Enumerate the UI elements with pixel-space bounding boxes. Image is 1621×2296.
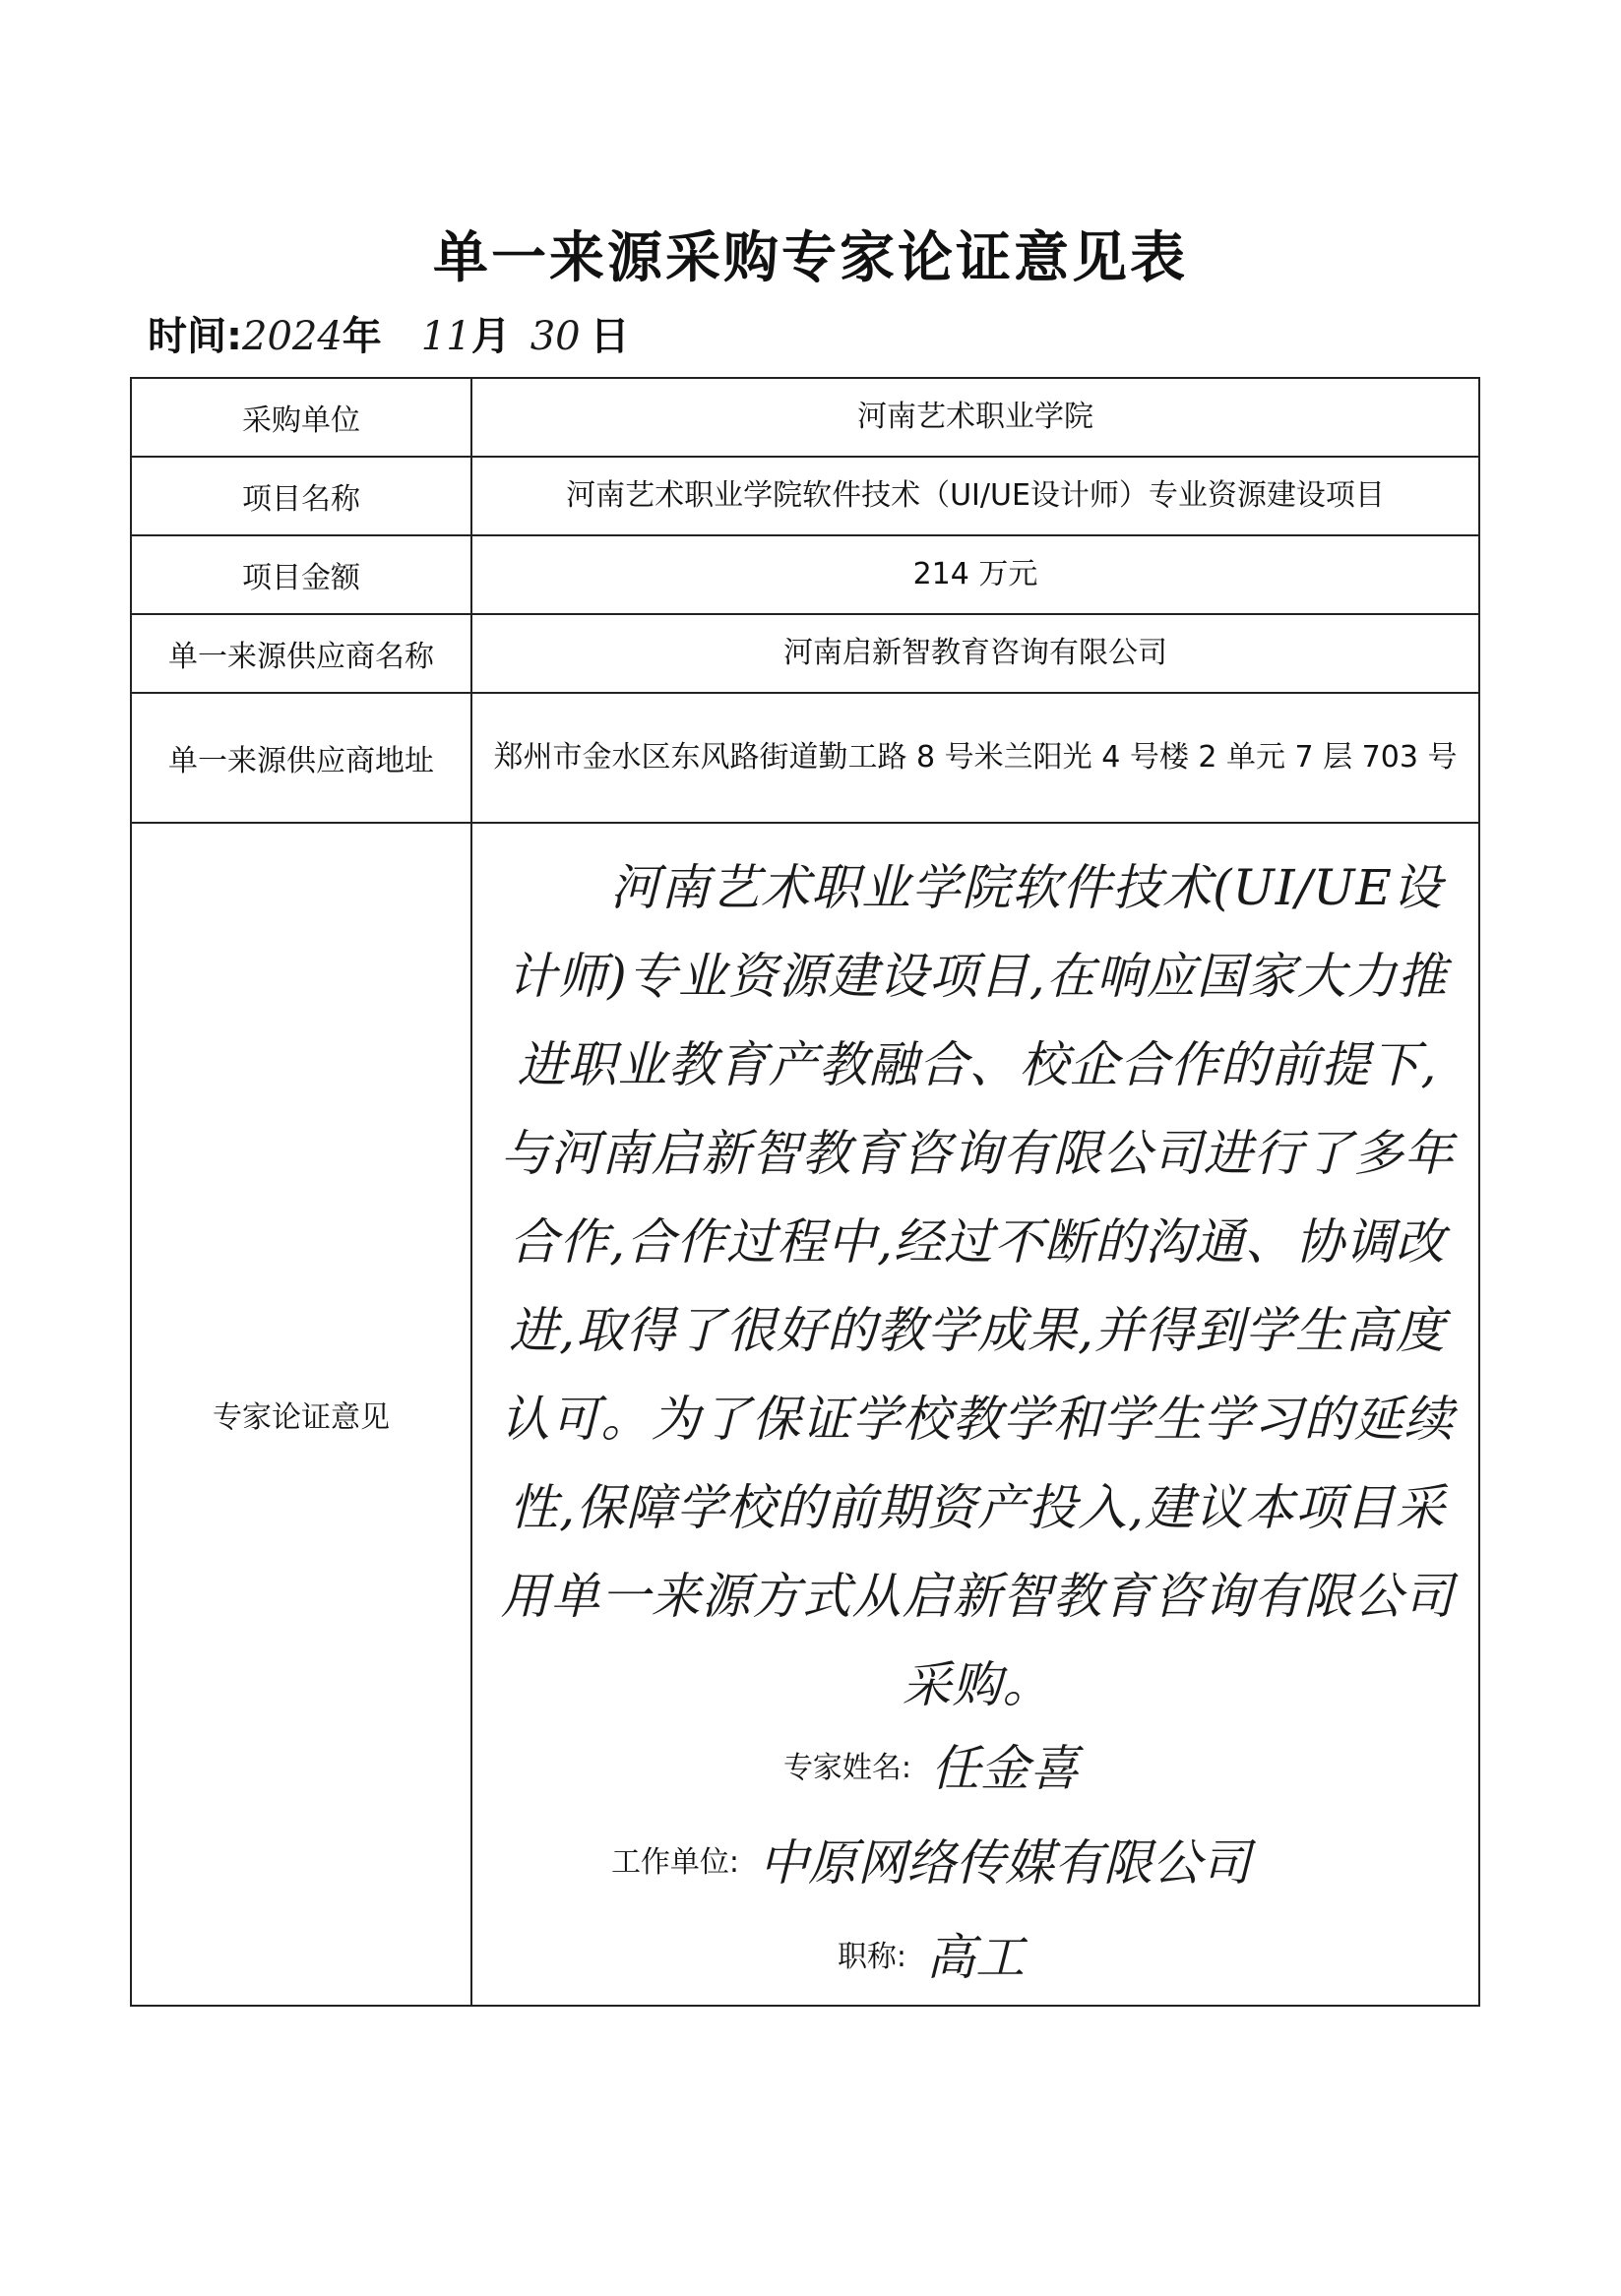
work-unit: 中原网络传媒有限公司: [759, 1834, 1252, 1892]
signature-block: [488, 1729, 1374, 2013]
row-label: 项目金额: [131, 535, 471, 614]
row-label: 单一来源供应商地址: [131, 693, 471, 823]
row-value: 河南启新智教育咨询有限公司: [471, 614, 1479, 693]
date-day: 30: [530, 314, 581, 359]
page-title: 单一来源采购专家论证意见表: [433, 226, 1188, 290]
work-unit-line: [488, 1824, 1374, 1918]
date-month: 11: [420, 314, 471, 359]
opinion-text: 河南艺术职业学院软件技术(UI/UE设计师)专业资源建设项目,在响应国家大力推进职业教育产教融合、校企合作的前提下,与河南启新智教育咨询有限公司进行了多年合作,合作过程中,经过不断的沟通、协调改进,取得了很好的教学成果,并得到学生高度认可。为了保证学校教学和学生学习的延续性,保障学校的前期资产投入,建议本项目采用单一来源方式从启新智教育咨询有限公司采购。: [500, 859, 1455, 1713]
date-month-unit: 月: [470, 314, 511, 359]
row-label: 采购单位: [131, 378, 471, 457]
row-label: 单一来源供应商名称: [131, 614, 471, 693]
date-year-unit: 年: [342, 314, 382, 359]
row-value: 河南艺术职业学院: [471, 378, 1479, 457]
table-row: [131, 693, 1479, 823]
table-row: [131, 823, 1479, 2006]
job-title: 高工: [926, 1929, 1026, 1986]
opinion-label: 专家论证意见: [131, 823, 471, 2006]
table-row: [131, 535, 1479, 614]
row-value: 214 万元: [471, 535, 1479, 614]
job-title-line: [488, 1918, 1374, 2013]
date-day-unit: 日: [590, 314, 630, 359]
row-value: 郑州市金水区东风路街道勤工路 8 号米兰阳光 4 号楼 2 单元 7 层 703 号: [471, 693, 1479, 823]
opinion-form-table: [130, 377, 1480, 2007]
row-label: 项目名称: [131, 457, 471, 535]
date-row: [148, 305, 630, 364]
table-row: [131, 614, 1479, 693]
row-value: 河南艺术职业学院软件技术（UI/UE设计师）专业资源建设项目: [471, 457, 1479, 535]
table-row: [131, 378, 1479, 457]
expert-name-line: [488, 1729, 1374, 1824]
expert-name-label: 专家姓名:: [782, 1751, 912, 1785]
table-row: [131, 457, 1479, 535]
date-year: 2024: [242, 314, 343, 359]
expert-name: 任金喜: [931, 1740, 1080, 1797]
work-unit-label: 工作单位:: [610, 1845, 740, 1880]
job-title-label: 职称:: [837, 1940, 907, 1974]
opinion-cell: [471, 823, 1479, 2006]
date-label: 时间:: [148, 314, 242, 359]
